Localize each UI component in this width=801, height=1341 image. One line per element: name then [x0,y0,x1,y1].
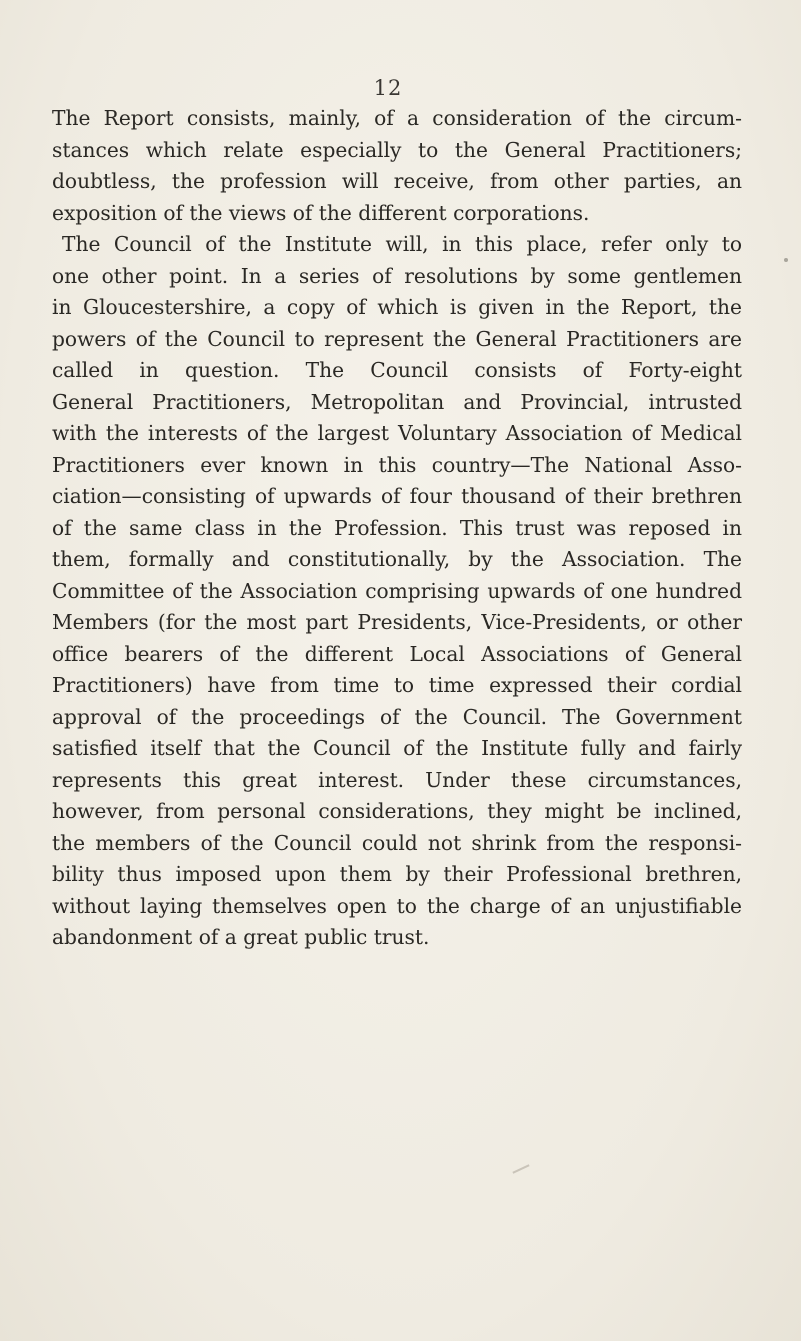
text-line: powers of the Council to represent the General Practitioners are [52,326,742,351]
text-line: Practitioners ever known in this country—The National Asso- [52,452,742,477]
text-line: approval of the proceedings of the Council. The Government [52,704,742,729]
text-line: satisfied itself that the Council of the Institute fully and fairly [52,736,742,760]
paper-speck [784,258,788,262]
text-line: General Practitioners, Metropolitan and Provincial, intrusted [52,389,742,414]
text-line: The Report consists, mainly, of a consideration of the circum- [52,106,742,130]
text-line: exposition of the views of the different corporations. [52,200,590,225]
text-line: Practitioners) have from time to time expressed their cordial [52,673,742,697]
text-line: the members of the Council could not shrink from the responsi- [52,830,742,855]
text-line: of the same class in the Profession. This trust was reposed in [52,515,742,540]
text-line: one other point. In a series of resolutions by some gentlemen [52,263,742,288]
text-line: Committee of the Association comprising upwards of one hundred [52,578,742,603]
text-line: office bearers of the different Local Associations of General [52,641,742,666]
body-text [52,103,742,954]
stray-pencil-mark [512,1164,529,1173]
page-number: 12 [373,76,403,100]
text-line: called in question. The Council consists of Forty-eight [52,358,742,382]
text-line: The Council of the Institute will, in this place, refer only to [62,232,742,256]
text-line: with the interests of the largest Voluntary Association of Medical [52,421,742,445]
text-line: Members (for the most part Presidents, Vice-Presidents, or other [52,610,742,634]
text-line: bility thus imposed upon them by their Professional brethren, [52,862,742,886]
text-line: however, from personal considerations, they might be inclined, [52,799,742,823]
text-line: represents this great interest. Under these circumstances, [52,767,742,792]
text-line: them, formally and constitutionally, by the Association. The [52,547,742,571]
text-line: abandonment of a great public trust. [52,925,430,949]
text-line: stances which relate especially to the General Practitioners; [52,137,742,162]
text-line: in Gloucestershire, a copy of which is given in the Report, the [52,295,742,319]
text-line: doubtless, the profession will receive, from other parties, an [52,169,742,193]
text-line: ciation—consisting of upwards of four thousand of their brethren [52,484,742,508]
text-line: without laying themselves open to the charge of an unjustifiable [52,893,742,918]
